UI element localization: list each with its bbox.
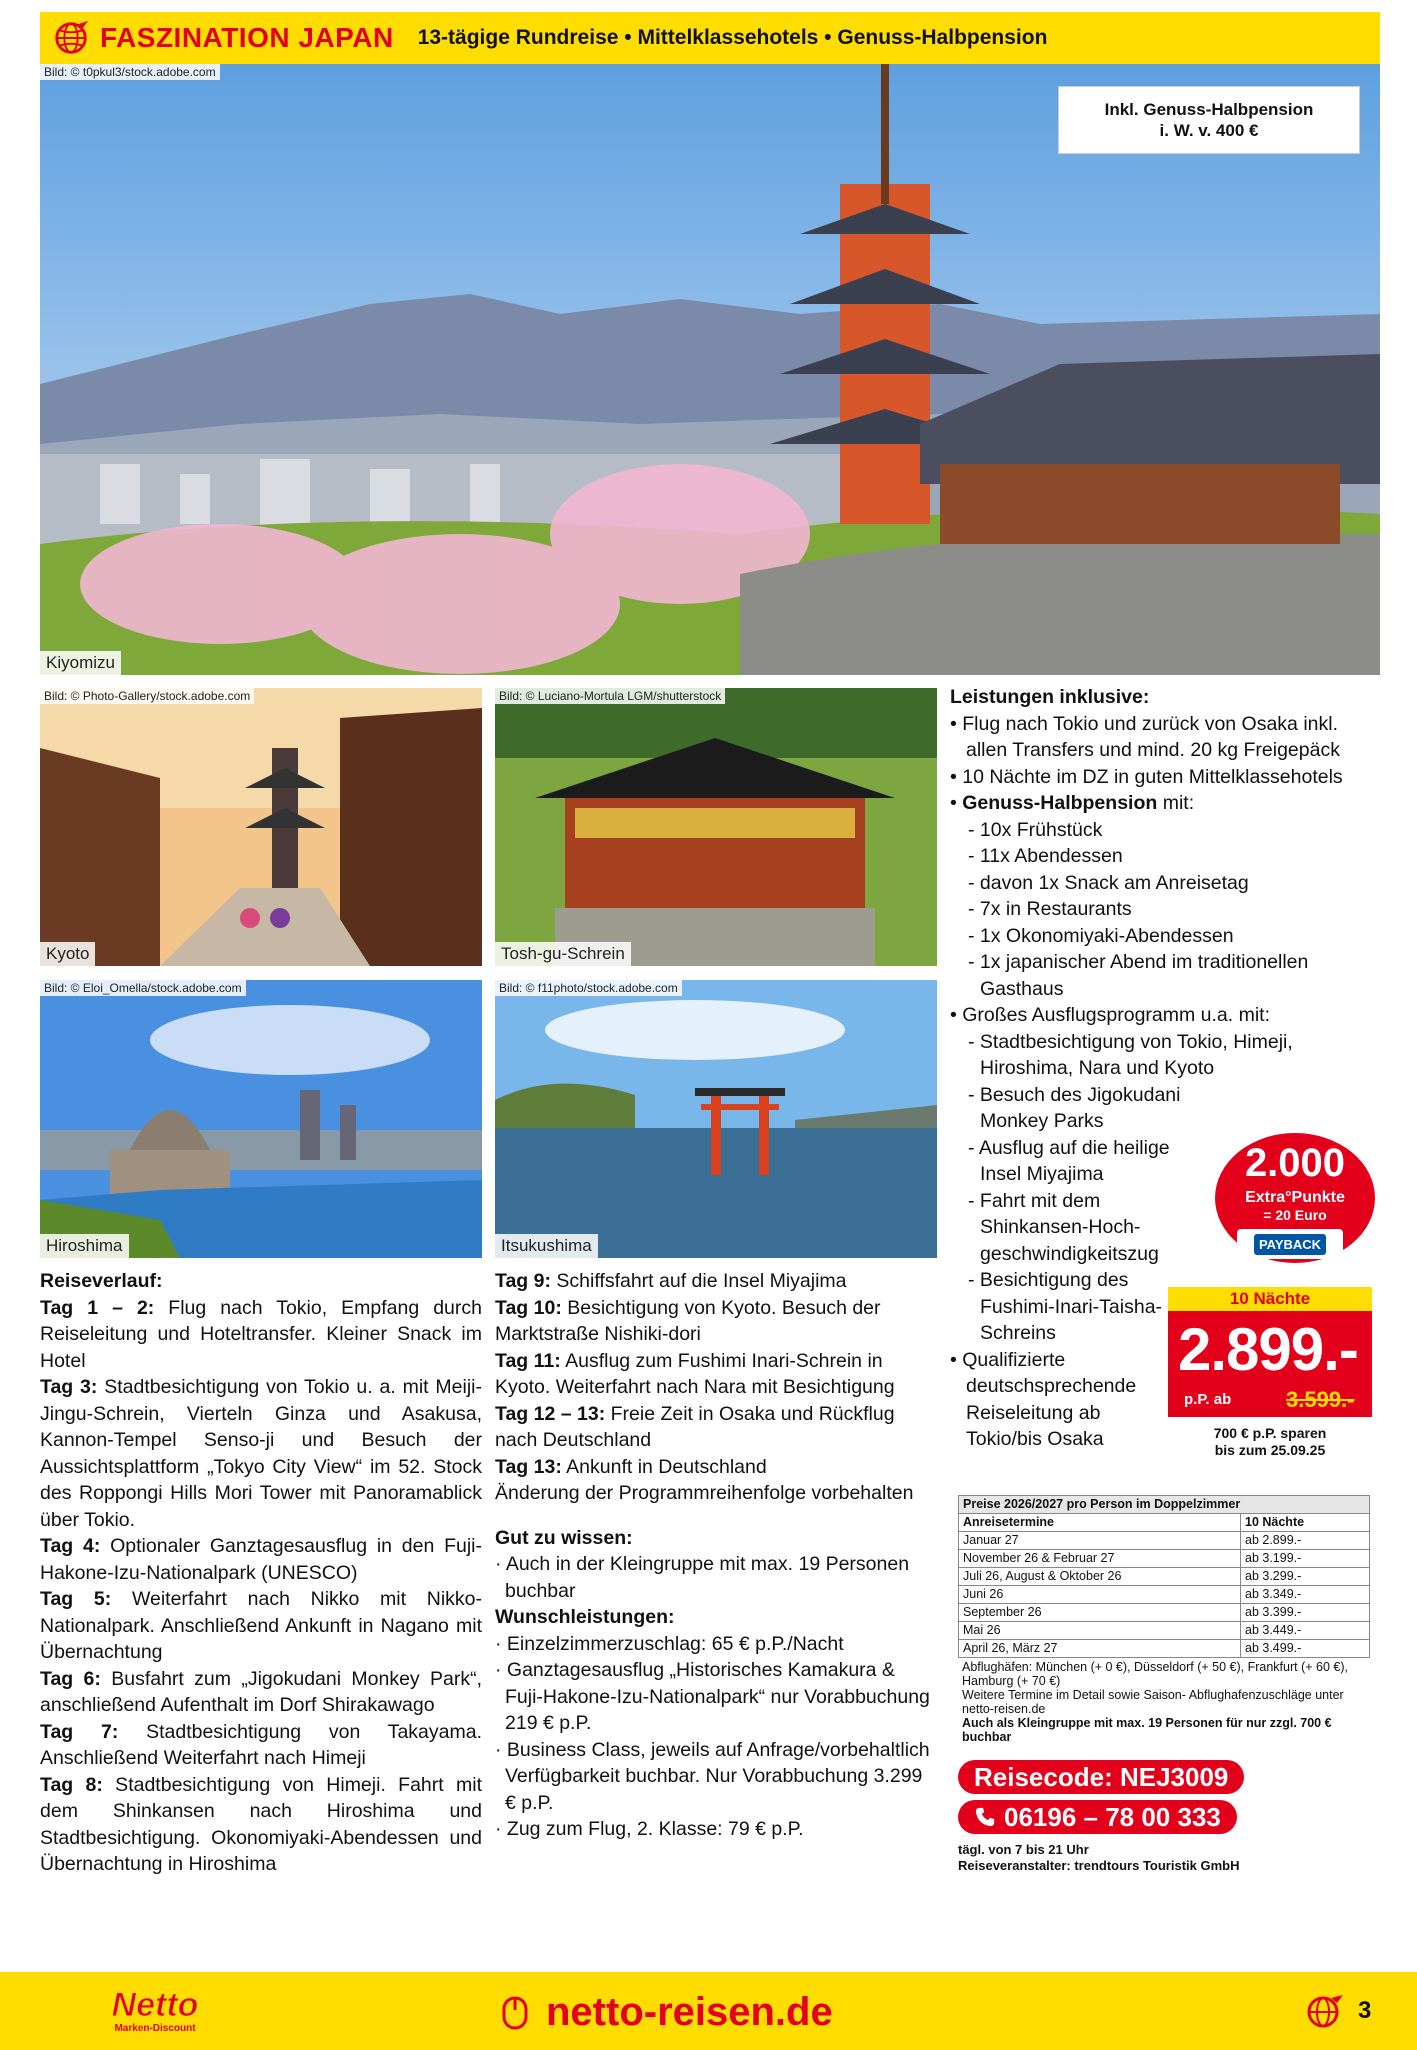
hero-image-kiyomizu xyxy=(40,64,1380,675)
table-cell: ab 3.449.- xyxy=(1241,1622,1370,1640)
table-row xyxy=(959,1532,1370,1550)
list-item: • Flug nach Tokio und zurück von Osaka inkl. allen Transfers und mind. 20 kg Freigepäck xyxy=(950,712,1340,761)
payback-extra: Extra°Punkte xyxy=(1245,1189,1345,1206)
website-link[interactable]: netto-reisen.de xyxy=(546,1989,833,2034)
list-item: - Besichtigung des Fushimi-Inari-Taisha-Schreins xyxy=(968,1269,1163,1344)
photo-caption: Hiroshima xyxy=(40,1234,129,1258)
day-entry xyxy=(40,1772,482,1878)
day-text: Schiffsfahrt auf die Insel Miyajima xyxy=(550,1270,847,1292)
page-number: 3 xyxy=(1358,1997,1372,2024)
photo-credit: Bild: © Eloi_Omella/stock.adobe.com xyxy=(40,980,246,996)
reiseverlauf-continued xyxy=(495,1268,937,1843)
photo-caption: Kyoto xyxy=(40,942,95,966)
mouse-pointer-icon xyxy=(496,1992,536,2032)
price-ab-label: p.P. ab xyxy=(1184,1391,1232,1408)
price-main xyxy=(1168,1311,1372,1417)
page-subtitle: 13-tägige Rundreise • Mittelklassehotels • Genuss-Halbpension xyxy=(417,26,1048,49)
day-entry xyxy=(495,1295,937,1348)
kiyomizu-landscape-illustration xyxy=(40,64,1380,675)
phone-link[interactable] xyxy=(958,1800,1237,1834)
photo-itsukushima xyxy=(495,980,937,1258)
list-item: • Qualifizierte deutschsprechende Reiseleitung ab Tokio/bis Osaka xyxy=(950,1348,1137,1450)
photo-caption: Tosh-gu-Schrein xyxy=(495,942,631,966)
photo-caption: Itsukushima xyxy=(495,1234,598,1258)
list-item: - Ausflug auf die heilige Insel Miyajima xyxy=(968,1136,1170,1185)
footer-url[interactable] xyxy=(496,1986,833,2038)
list-item: · Einzelzimmerzuschlag: 65 € p.P./Nacht xyxy=(495,1632,844,1655)
day-label: Tag 1 – 2: xyxy=(40,1296,155,1319)
halbpension-suffix: mit: xyxy=(1157,792,1195,814)
list-item: · Ganztagesausflug „Historisches Kamakura & Fuji-Hakone-Izu-Nationalpark“ nur Vorabbuchung 219 € p.P. xyxy=(495,1659,930,1734)
day-entry xyxy=(40,1666,482,1719)
list-item: · Business Class, jeweils auf Anfrage/vorbehaltlich Verfügbarkeit buchbar. Nur Vorabbuchung 3.299 € p.P. xyxy=(495,1738,930,1814)
table-cell: Januar 27 xyxy=(959,1532,1241,1550)
list-item: - 10x Frühstück xyxy=(968,818,1103,841)
savings-line1: 700 € p.P. sparen xyxy=(1213,1425,1327,1441)
halbpension-line2: i. W. v. 400 € xyxy=(1159,121,1259,140)
phone-pill[interactable] xyxy=(958,1800,1237,1834)
payback-badge xyxy=(1215,1133,1375,1271)
globe-plane-icon xyxy=(1305,1994,1345,2030)
list-item: • 10 Nächte im DZ in guten Mittelklassehotels xyxy=(950,765,1343,788)
list-item: - 11x Abendessen xyxy=(968,845,1123,867)
table-cell: ab 3.499.- xyxy=(1241,1640,1370,1658)
table-cell: November 26 & Februar 27 xyxy=(959,1550,1241,1568)
savings-line2: bis zum 25.09.25 xyxy=(1214,1442,1326,1458)
day-entry xyxy=(40,1719,482,1772)
table-row xyxy=(959,1568,1370,1586)
list-item: - davon 1x Snack am Anreisetag xyxy=(968,871,1249,894)
more-dates-note: Weitere Termine im Detail sowie Saison- Abflughafenzuschläge unter netto-reisen.de xyxy=(962,1688,1344,1716)
table-row xyxy=(959,1622,1370,1640)
leistungen-heading: Leistungen inklusive: xyxy=(950,686,1150,708)
page-title: FASZINATION JAPAN xyxy=(100,22,394,53)
price-old: 3.599.- xyxy=(1286,1387,1355,1412)
day-entry xyxy=(495,1268,937,1295)
small-group-note: Auch als Kleingruppe mit max. 19 Personen für nur zzgl. 700 € buchbar xyxy=(962,1716,1332,1744)
day-text: Optionaler Ganztagesausflug in den Fuji-Hakone-Izu-Nationalpark (UNESCO) xyxy=(40,1535,483,1584)
photo-credit: Bild: © f11photo/stock.adobe.com xyxy=(495,980,682,996)
day-entry xyxy=(40,1533,482,1586)
day-label: Tag 4: xyxy=(40,1535,101,1557)
day-label: Tag 3: xyxy=(40,1376,98,1398)
tour-operator: Reiseveranstalter: trendtours Touristik GmbH xyxy=(958,1858,1240,1873)
table-cell: Juni 26 xyxy=(959,1586,1241,1604)
photo-toshogu xyxy=(495,688,937,966)
day-label: Tag 10: xyxy=(495,1296,562,1319)
day-entry xyxy=(40,1374,482,1533)
day-text: Flug nach Tokio, Empfang durch Reiseleitung und Hoteltransfer. Kleiner Snack im Hotel xyxy=(40,1296,482,1372)
payback-logo xyxy=(1237,1229,1343,1259)
header-bar xyxy=(40,12,1380,64)
toshogu-shrine-illustration xyxy=(495,688,937,966)
globe-plane-icon xyxy=(52,19,90,57)
list-item: - 1x Okonomiyaki-Abendessen xyxy=(968,924,1234,947)
day-entry xyxy=(495,1401,937,1454)
table-cell: Mai 26 xyxy=(959,1622,1241,1640)
day-entry xyxy=(495,1348,937,1401)
table-cell: ab 3.299.- xyxy=(1241,1568,1370,1586)
reiseverlauf xyxy=(40,1268,482,1878)
price-box xyxy=(1168,1287,1372,1417)
kyoto-street-illustration xyxy=(40,688,482,966)
table-cell: ab 2.899.- xyxy=(1241,1532,1370,1550)
netto-logo-text: Netto xyxy=(111,1986,199,2024)
program-change-note: Änderung der Programmreihenfolge vorbehalten xyxy=(495,1482,914,1504)
reisecode: Reisecode: NEJ3009 xyxy=(958,1760,1244,1794)
list-item: - Fahrt mit dem Shinkansen-Hoch-geschwindigkeitszug xyxy=(968,1189,1159,1265)
halbpension-line1: Inkl. Genuss-Halbpension xyxy=(1104,100,1314,119)
price-amount: 2.899.- xyxy=(1178,1316,1358,1383)
day-text: Stadtbesichtigung von Takayama. Anschließend Weiterfahrt nach Himeji xyxy=(40,1720,482,1769)
booking-info xyxy=(958,1842,1240,1874)
day-text: Ausflug zum Fushimi Inari-Schrein in Kyoto. Weiterfahrt nach Nara mit Besichtigung xyxy=(495,1349,895,1398)
day-text: Freie Zeit in Osaka und Rückflug nach Deutschland xyxy=(495,1402,895,1451)
departure-airports-note: Abflughäfen: München (+ 0 €), Düsseldorf (+ 50 €), Frankfurt (+ 60 €), Hamburg (+ 70 €) xyxy=(962,1660,1348,1688)
list-item: - 1x japanischer Abend im traditionellen Gasthaus xyxy=(968,951,1309,1000)
list-item: - Stadtbesichtigung von Tokio, Himeji, Hiroshima, Nara und Kyoto xyxy=(968,1030,1293,1079)
photo-credit: Bild: © Photo-Gallery/stock.adobe.com xyxy=(40,688,254,704)
price-table-caption: Preise 2026/2027 pro Person im Doppelzimmer xyxy=(959,1496,1370,1514)
hiroshima-dome-illustration xyxy=(40,980,482,1258)
price-table-header-nights: 10 Nächte xyxy=(1241,1514,1370,1532)
day-entry xyxy=(495,1454,937,1481)
day-label: Tag 5: xyxy=(40,1588,112,1610)
halbpension-label: Genuss-Halbpension xyxy=(962,792,1158,814)
day-text: Busfahrt zum „Jigokudani Monkey Park“, anschließend Aufenthalt im Dorf Shirakawago xyxy=(40,1667,482,1716)
table-row xyxy=(959,1640,1370,1658)
day-text: Stadtbesichtigung von Himeji. Fahrt mit dem Shinkansen nach Hiroshima und Stadtbesichtigung. Okonomiyaki-Abendessen und Übernachtung in Hiroshima xyxy=(40,1773,482,1875)
table-row xyxy=(959,1604,1370,1622)
day-label: Tag 9: xyxy=(495,1270,551,1292)
day-label: Tag 6: xyxy=(40,1667,101,1690)
savings-note xyxy=(1168,1425,1372,1459)
list-item: • Genuss-Halbpension mit: xyxy=(950,792,1195,814)
price-notes xyxy=(962,1660,1370,1744)
phone-icon xyxy=(974,1806,996,1828)
phone-number: 06196 – 78 00 333 xyxy=(1004,1802,1221,1832)
price-table-header-dates: Anreisetermine xyxy=(959,1514,1241,1532)
day-label: Tag 11: xyxy=(495,1349,561,1372)
netto-logo-sub: Marken-Discount xyxy=(114,2023,196,2034)
table-cell: ab 3.399.- xyxy=(1241,1604,1370,1622)
day-label: Tag 12 – 13: xyxy=(495,1402,606,1425)
day-text: Besichtigung von Kyoto. Besuch der Marktstraße Nishiki-dori xyxy=(495,1296,881,1345)
list-item: · Zug zum Flug, 2. Klasse: 79 € p.P. xyxy=(495,1818,804,1840)
itsukushima-torii-illustration xyxy=(495,980,937,1258)
photo-caption: Kiyomizu xyxy=(40,651,121,675)
wunschleistungen-heading: Wunschleistungen: xyxy=(495,1606,675,1628)
day-label: Tag 7: xyxy=(40,1720,119,1743)
gut-zu-wissen-heading: Gut zu wissen: xyxy=(495,1526,633,1549)
day-text: Stadtbesichtigung von Tokio u. a. mit Meiji-Jingu-Schrein, Vierteln Ginza und Asakusa, Kannon-Tempel Senso-ji und Besuch der Aussichtsplattform „Tokyo City View“ im 52. Stock des Roppongi Hills Mori Tower mit Panoramablick über Tokio. xyxy=(40,1376,482,1531)
payback-points: 2.000 xyxy=(1244,1141,1346,1185)
table-row xyxy=(959,1550,1370,1568)
day-entry xyxy=(40,1295,482,1375)
price-nights: 10 Nächte xyxy=(1168,1287,1372,1311)
photo-kyoto xyxy=(40,688,482,966)
table-cell: April 26, März 27 xyxy=(959,1640,1241,1658)
hotline-hours: tägl. von 7 bis 21 Uhr xyxy=(958,1842,1089,1857)
list-item: - Besuch des Jigokudani Monkey Parks xyxy=(968,1083,1181,1132)
table-cell: ab 3.199.- xyxy=(1241,1550,1370,1568)
list-item: · Auch in der Kleingruppe mit max. 19 Personen buchbar xyxy=(495,1553,910,1602)
reisecode-pill xyxy=(958,1760,1244,1794)
day-entry xyxy=(40,1586,482,1666)
table-row xyxy=(959,1586,1370,1604)
list-item: - 7x in Restaurants xyxy=(968,898,1132,920)
day-text: Ankunft in Deutschland xyxy=(561,1455,767,1478)
photo-credit: Bild: © t0pkul3/stock.adobe.com xyxy=(40,64,220,80)
halbpension-info-box xyxy=(1058,86,1360,154)
table-cell: Juli 26, August & Oktober 26 xyxy=(959,1568,1241,1586)
photo-hiroshima xyxy=(40,980,482,1258)
payback-euro: = 20 Euro xyxy=(1263,1207,1327,1223)
price-table xyxy=(958,1495,1370,1658)
day-label: Tag 8: xyxy=(40,1773,103,1796)
table-cell: September 26 xyxy=(959,1604,1241,1622)
payback-brand: PAYBACK xyxy=(1254,1234,1326,1255)
list-item: • Großes Ausflugsprogramm u.a. mit: xyxy=(950,1004,1271,1026)
reiseverlauf-heading: Reiseverlauf: xyxy=(40,1270,163,1292)
day-text: Weiterfahrt nach Nikko mit Nikko-Nationalpark. Anschließend Ankunft in Nagano mit Übernachtung xyxy=(40,1588,482,1663)
table-cell: ab 3.349.- xyxy=(1241,1586,1370,1604)
day-label: Tag 13: xyxy=(495,1455,562,1478)
netto-logo xyxy=(95,1987,215,2039)
photo-credit: Bild: © Luciano-Mortula LGM/shutterstock xyxy=(495,688,725,704)
